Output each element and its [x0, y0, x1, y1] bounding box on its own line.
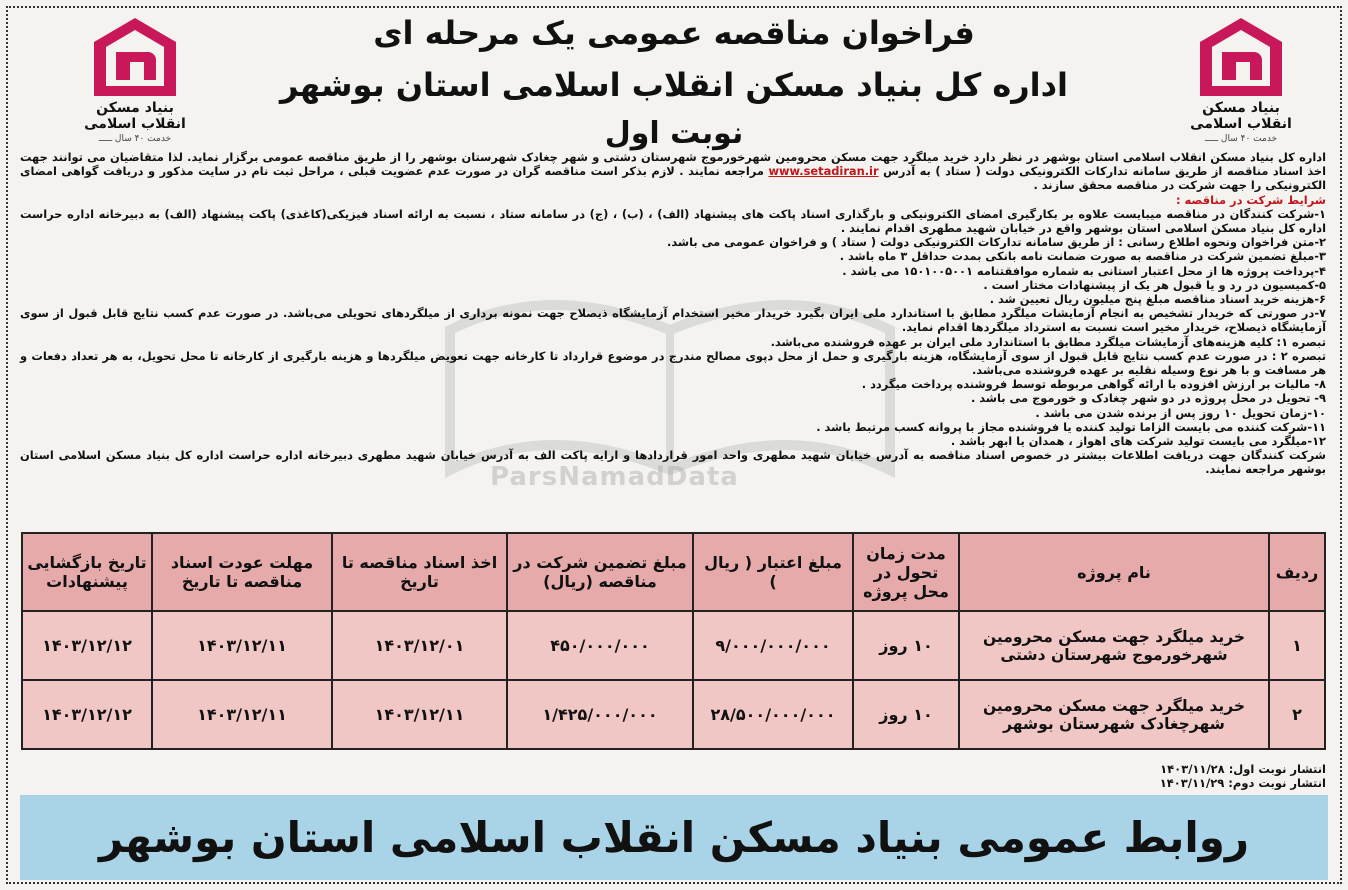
col-get-docs: اخذ اسناد مناقصه تا تاریخ [332, 533, 507, 611]
logo-name: بنیاد مسکن انقلاب اسلامی [84, 100, 186, 132]
cell-row: ۲ [1269, 680, 1325, 749]
table-row [22, 680, 1325, 749]
col-duration: مدت زمان تحول در محل پروژه [853, 533, 959, 611]
condition-item: ۷-در صورتی که خریدار تشخیص به انجام آزمایشات میلگرد مطابق با استاندارد ملی ایران بگیرد خریدار مخیر استخدام آزمایشگاه ذیصلاح جهت نمونه برداری از میلگردهای تحویلی می‌باشد. در صورت عدم کسب نتایج قابل قبول از سوی آزمایشگاه ذیصلاح، خریدار مخیر است نسبت به استرداد میلگردها اقدام نماید. [20, 306, 1326, 335]
condition-item: ۴-پرداخت پروژه ها از محل اعتبار استانی به شماره موافقتنامه ۱۵۰۱۰۰۵۰۰۱ می باشد . [842, 263, 1326, 278]
condition-item: ۱-شرکت کنندگان در مناقصه میبایست علاوه بر بکارگیری امضای الکترونیکی و بارگذاری اسناد پاکت های پیشنهاد (الف) ، (ب) ، (ج) در سامانه ستاد ، نسبت به ارائه اسناد فیزیکی(کاغذی) پاکت پیشنهاد (الف) به دبیرخانه اداره حراست اداره کل بنیاد مسکن اسلامی استان بوشهر واقع در خیابان شهید مطهری اقدام نمایند . [20, 206, 1326, 236]
condition-item: ۸- مالیات بر ارزش افزوده با ارائه گواهی مربوطه توسط فروشنده پرداخت میگردد . [861, 377, 1326, 392]
table-row [22, 611, 1325, 680]
cell-credit: ۲۸/۵۰۰/۰۰۰/۰۰۰ [693, 680, 853, 749]
bonyad-maskan-logo-icon [92, 16, 178, 98]
condition-item: ۱۰-زمان تحویل ۱۰ روز پس از برنده شدن می باشد . [1035, 405, 1326, 420]
cell-guarantee: ۴۵۰/۰۰۰/۰۰۰ [507, 611, 693, 680]
title-line-2: اداره کل بنیاد مسکن انقلاب اسلامی استان بوشهر [280, 66, 1068, 104]
logo-left [80, 16, 190, 146]
logo-right [1186, 16, 1296, 146]
cell-project: خرید میلگرد جهت مسکن محرومین شهرچغادک شهرستان بوشهر [959, 680, 1269, 749]
publication-first: انتشار نوبت اول: ۱۴۰۳/۱۱/۲۸ [1160, 762, 1326, 776]
intro-part2: مراجعه نمایند . لازم بذکر است مناقصه گران در صورت عدم عضویت قبلی ، مراحل ثبت نام در سایت مذکور و دریافت گواهی امضای الکترونیکی را جهت شرکت در مناقصه محقق سازند . [20, 164, 1326, 193]
cell-project: خرید میلگرد جهت مسکن محرومین شهرخورموج شهرستان دشتی [959, 611, 1269, 680]
logo-name: بنیاد مسکن انقلاب اسلامی [1190, 100, 1292, 132]
cell-row: ۱ [1269, 611, 1325, 680]
cell-credit: ۹/۰۰۰/۰۰۰/۰۰۰ [693, 611, 853, 680]
cell-opening: ۱۴۰۳/۱۲/۱۲ [22, 680, 152, 749]
announcement-body [20, 150, 1326, 477]
col-credit: مبلغ اعتبار ( ریال ) [693, 533, 853, 611]
col-guarantee: مبلغ تضمین شرکت در مناقصه (ریال) [507, 533, 693, 611]
condition-item: ۲-متن فراخوان ونحوه اطلاع رسانی : از طریق سامانه تدارکات الکترونیکی دولت ( ستاد ) و فراخوان عمومی می باشد. [667, 235, 1326, 250]
bonyad-maskan-logo-icon [1198, 16, 1284, 98]
condition-item: ۱۲-میلگرد می بایست تولید شرکت های اهواز ، همدان یا ابهر باشد . [950, 434, 1326, 449]
logo-tagline: خدمت ۴۰ سال ـــــ [98, 134, 172, 144]
footer-band [20, 795, 1328, 880]
cell-opening: ۱۴۰۳/۱۲/۱۲ [22, 611, 152, 680]
cell-duration: ۱۰ روز [853, 680, 959, 749]
title-line-1: فراخوان مناقصه عمومی یک مرحله ای [373, 14, 975, 52]
col-return-docs: مهلت عودت اسناد مناقصه تا تاریخ [152, 533, 332, 611]
condition-item: ۱۱-شرکت کننده می بایست الزاما تولید کننده یا فروشنده مجاز با پروانه کسب مرتبط باشد . [816, 419, 1326, 434]
condition-note: تبصره ۱: کلیه هزینه‌های آزمایشات میلگرد مطابق با استاندارد ملی ایران بر عهده فروشنده می‌باشد. [770, 334, 1326, 349]
title-line-3: نوبت اول [604, 116, 744, 151]
contact-paragraph: شرکت کنندگان جهت دریافت اطلاعات بیشتر در خصوص اسناد مناقصه به آدرس خیابان شهید مطهری واحد امور قراردادها و ارایه پاکت الف به آدرس خیابان شهید مطهری دبیرخانه اداره حراست اداره کل بنیاد مسکن اسلامی استان بوشهر مراجعه نمایند. [20, 448, 1326, 477]
table-header-row [22, 533, 1325, 611]
condition-item: ۳-مبلغ تضمین شرکت در مناقصه به صورت ضمانت نامه بانکی بمدت حداقل ۳ ماه باشد . [839, 249, 1326, 264]
condition-item: ۵-کمیسیون در رد و یا قبول هر یک از پیشنهادات مختار است . [983, 277, 1326, 292]
cell-guarantee: ۱/۴۲۵/۰۰۰/۰۰۰ [507, 680, 693, 749]
cell-duration: ۱۰ روز [853, 611, 959, 680]
cell-return-docs: ۱۴۰۳/۱۲/۱۱ [152, 611, 332, 680]
logo-tagline: خدمت ۴۰ سال ـــــ [1204, 134, 1278, 144]
col-row: ردیف [1269, 533, 1325, 611]
col-opening: تاریخ بازگشایی پیشنهادات [22, 533, 152, 611]
condition-note: تبصره ۲ : در صورت عدم کسب نتایج قابل قبول از سوی آزمایشگاه، هزینه بارگیری و حمل از محل دپوی مصالح مندرج در موضوع قرارداد تا کارخانه جهت تعویض میلگردها و هزینه بارگیری از کارخانه تا محل تحویل، به هر تعداد دفعات و هر مسافت و با هر نوع وسیله نقلیه بر عهده فروشنده می‌باشد. [20, 348, 1326, 378]
condition-item: ۹- تحویل در محل پروژه در دو شهر چغادک و خورموج می باشد . [970, 391, 1326, 406]
tender-table [21, 532, 1326, 750]
cell-get-docs: ۱۴۰۳/۱۲/۰۱ [332, 611, 507, 680]
footer-text: روابط عمومی بنیاد مسکن انقلاب اسلامی استان بوشهر [98, 813, 1250, 862]
intro-paragraph [20, 150, 1326, 193]
publication-dates [1160, 762, 1326, 790]
cell-return-docs: ۱۴۰۳/۱۲/۱۱ [152, 680, 332, 749]
conditions-title: شرایط شرکت در مناقصه : [1175, 192, 1326, 207]
publication-second: انتشار نوبت دوم: ۱۴۰۳/۱۱/۲۹ [1159, 776, 1326, 790]
col-project: نام پروژه [959, 533, 1269, 611]
intro-part1: اداره کل بنیاد مسکن انقلاب اسلامی استان بوشهر در نظر دارد خرید میلگرد جهت مسکن محرومین شهرخورموج شهرستان دشتی و شهر چغادک شهرستان بوشهر را از طریق مناقصه عمومی برگزار نماید. لذا متقاضیان می توانند جهت اخذ اسناد مناقصه از طریق سامانه تدارکات الکترونیکی دولت ( ستاد ) به آدرس [20, 150, 1327, 179]
cell-get-docs: ۱۴۰۳/۱۲/۱۱ [332, 680, 507, 749]
watermark-site: ParsNamadData [490, 462, 739, 492]
condition-item: ۶-هزینه خرید اسناد مناقصه مبلغ پنج میلیون ریال تعیین شد . [989, 292, 1326, 307]
setadiran-link[interactable]: www.setadiran.ir [768, 164, 879, 179]
